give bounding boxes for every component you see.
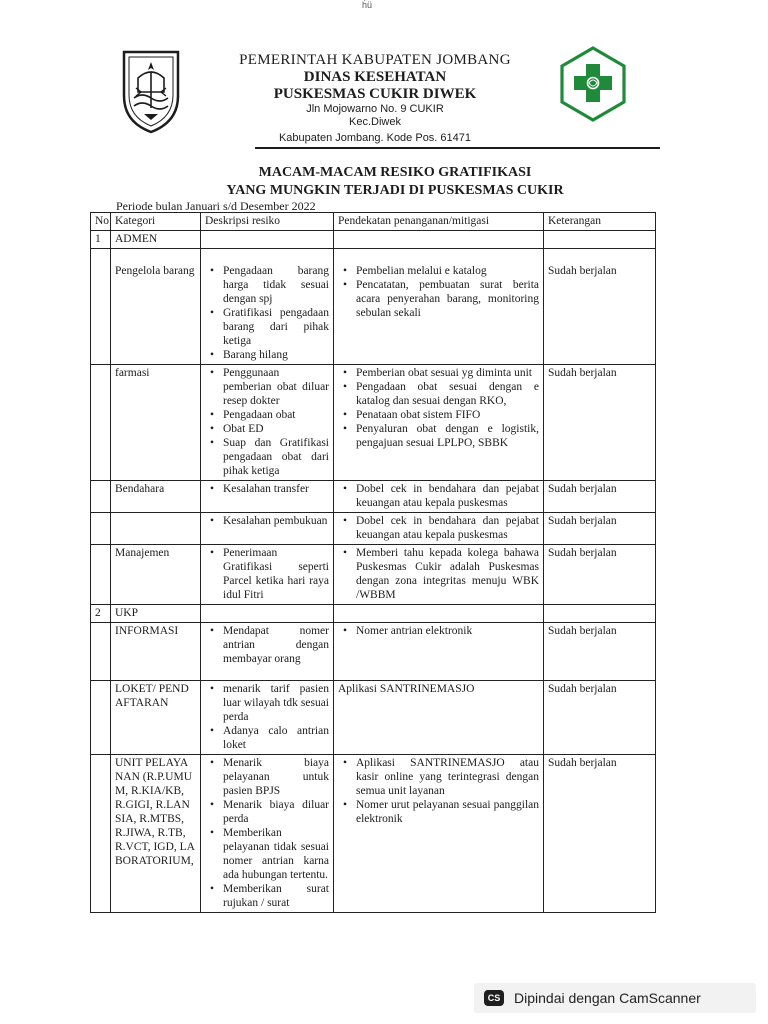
list-item: • Menarik biaya diluar perda: [223, 798, 329, 826]
cell-kategori: [111, 513, 201, 545]
list-item: • Memberikan pelayanan tidak sesuai nomer antrian karna ada hubungan tertentu.: [223, 826, 329, 882]
cell-keterangan: Sudah berjalan: [544, 545, 656, 605]
section-label: UKP: [111, 605, 201, 623]
cell-kategori: farmasi: [111, 365, 201, 481]
cell-mitigasi: [334, 623, 544, 681]
cell-kategori: Bendahara: [111, 481, 201, 513]
list-item: • Menarik biaya pelayanan untuk pasien BPJS: [223, 756, 329, 798]
cell-deskripsi: [201, 481, 334, 513]
list-item: • Gratifikasi pengadaan barang dari pihak ketiga: [223, 306, 329, 348]
list-item: • Pengadaan barang harga tidak sesuai dengan spj: [223, 264, 329, 306]
list-item: • Nomer antrian elektronik: [356, 624, 539, 638]
list-item: • Penataan obat sistem FIFO: [356, 408, 539, 422]
section-no: 1: [91, 231, 111, 249]
list-item: • Kesalahan transfer: [223, 482, 329, 496]
list-item: • Memberi tahu kepada kolega bahawa Puskesmas Cukir adalah Puskesmas dengan zona integritas menuju WBK /WBBM: [356, 546, 539, 602]
list-item: • Penerimaan Gratifikasi seperti Parcel ketika hari raya idul Fitri: [223, 546, 329, 602]
list-item: • Pembelian melalui e katalog: [356, 264, 539, 278]
title-line-2: YANG MUNGKIN TERJADI DI PUSKESMAS CUKIR: [226, 183, 564, 198]
jombang-crest-logo: [116, 48, 186, 134]
scan-artifact-mark: ḣü: [362, 0, 373, 10]
cell-kategori: INFORMASI: [111, 623, 201, 681]
letterhead-puskesmas: PUSKESMAS CUKIR DIWEK: [273, 86, 477, 102]
cell-keterangan: Sudah berjalan: [544, 623, 656, 681]
table-row: [91, 365, 656, 481]
title-line-1: MACAM-MACAM RESIKO GRATIFIKASI: [258, 165, 532, 180]
list-item: • Penggunaan pemberian obat diluar resep dokter: [223, 366, 329, 408]
cell-keterangan: Sudah berjalan: [544, 513, 656, 545]
risk-table: [90, 212, 656, 913]
camscanner-logo-icon: CS: [484, 990, 504, 1006]
table-row: [91, 755, 656, 913]
letterhead-postal: Kabupaten Jombang. Kode Pos. 61471: [278, 132, 472, 144]
letterhead-divider: [255, 147, 660, 149]
period-label: Periode bulan Januari s/d Desember 2022: [116, 199, 316, 213]
list-item: • Memberikan surat rujukan / surat: [223, 882, 329, 910]
table-row: [91, 623, 656, 681]
list-item: • Suap dan Gratifikasi pengadaan obat dari pihak ketiga: [223, 436, 329, 478]
list-item: • Pencatatan, pembuatan surat berita acara penyerahan barang, monitoring sebulan sekali: [356, 278, 539, 320]
list-item: • Dobel cek in bendahara dan pejabat keuangan atau kepala puskesmas: [356, 482, 539, 510]
document-title: [150, 164, 640, 200]
cell-deskripsi: [201, 545, 334, 605]
cell-deskripsi: [201, 681, 334, 755]
list-item: • Mendapat nomer antrian dengan membayar orang: [223, 624, 329, 666]
camscanner-watermark: [474, 983, 756, 1013]
table-row: [91, 681, 656, 755]
header-kategori: Kategori: [111, 213, 201, 231]
table-row: [91, 513, 656, 545]
section-label: ADMEN: [111, 231, 201, 249]
table-row: [91, 249, 656, 365]
list-item: • Kesalahan pembukuan: [223, 514, 329, 528]
section-row: [91, 605, 656, 623]
list-item: • Penyaluran obat dengan e logistik, pengajuan sesuai LPLPO, SBBK: [356, 422, 539, 450]
cell-keterangan: Sudah berjalan: [544, 481, 656, 513]
cell-kategori: Manajemen: [111, 545, 201, 605]
list-item: • Pemberian obat sesuai yg diminta unit: [356, 366, 539, 380]
cell-deskripsi: [201, 513, 334, 545]
header-keterangan: Keterangan: [544, 213, 656, 231]
table-row: [91, 545, 656, 605]
list-item: • Pengadaan obat: [223, 408, 329, 422]
cell-mitigasi: [334, 755, 544, 913]
cell-mitigasi: [334, 365, 544, 481]
list-item: • Obat ED: [223, 422, 329, 436]
list-item: • Dobel cek in bendahara dan pejabat keuangan atau kepala puskesmas: [356, 514, 539, 542]
cell-deskripsi: [201, 249, 334, 365]
letterhead-district: Kec.Diwek: [349, 116, 401, 128]
cell-keterangan: Sudah berjalan: [544, 755, 656, 913]
section-row: [91, 231, 656, 249]
cell-mitigasi: [334, 249, 544, 365]
cell-keterangan: Sudah berjalan: [544, 365, 656, 481]
camscanner-text: Dipindai dengan CamScanner: [514, 990, 701, 1006]
cell-mitigasi: [334, 545, 544, 605]
cell-mitigasi: Aplikasi SANTRINEMASJO: [334, 681, 544, 755]
cell-mitigasi: [334, 513, 544, 545]
cell-kategori: LOKET/ PENDAFTARAN: [111, 681, 201, 755]
header-deskripsi: Deskripsi resiko: [201, 213, 334, 231]
cell-deskripsi: [201, 755, 334, 913]
list-item: • Nomer urut pelayanan sesuai panggilan elektronik: [356, 798, 539, 826]
cell-deskripsi: [201, 623, 334, 681]
section-no: 2: [91, 605, 111, 623]
list-item: • Adanya calo antrian loket: [223, 724, 329, 752]
list-item: • Barang hilang: [223, 348, 329, 362]
list-item: • menarik tarif pasien luar wilayah tdk sesuai perda: [223, 682, 329, 724]
cell-kategori: UNIT PELAYANAN (R.P.UMUM, R.KIA/KB, R.GIGI, R.LANSIA, R.MTBS, R.JIWA, R.TB, R.VCT, IGD, LABORATORIUM,: [111, 755, 201, 913]
list-item: • Pengadaan obat sesuai dengan e katalog dan sesuai dengan RKO,: [356, 380, 539, 408]
cell-deskripsi: [201, 365, 334, 481]
header-pendekatan: Pendekatan penanganan/mitigasi: [334, 213, 544, 231]
cell-keterangan: Sudah berjalan: [544, 249, 656, 365]
cell-mitigasi: [334, 481, 544, 513]
letterhead: [190, 52, 560, 145]
cell-kategori: Pengelola barang: [111, 249, 201, 365]
table-row: [91, 481, 656, 513]
header-no: No: [91, 213, 111, 231]
table-header-row: [91, 213, 656, 231]
puskesmas-logo: [558, 46, 628, 122]
letterhead-address: Jln Mojowarno No. 9 CUKIR: [306, 103, 444, 115]
letterhead-agency: DINAS KESEHATAN: [303, 69, 447, 85]
letterhead-government: PEMERINTAH KABUPATEN JOMBANG: [239, 52, 511, 68]
cell-keterangan: Sudah berjalan: [544, 681, 656, 755]
list-item: • Aplikasi SANTRINEMASJO atau kasir online yang terintegrasi dengan semua unit layanan: [356, 756, 539, 798]
